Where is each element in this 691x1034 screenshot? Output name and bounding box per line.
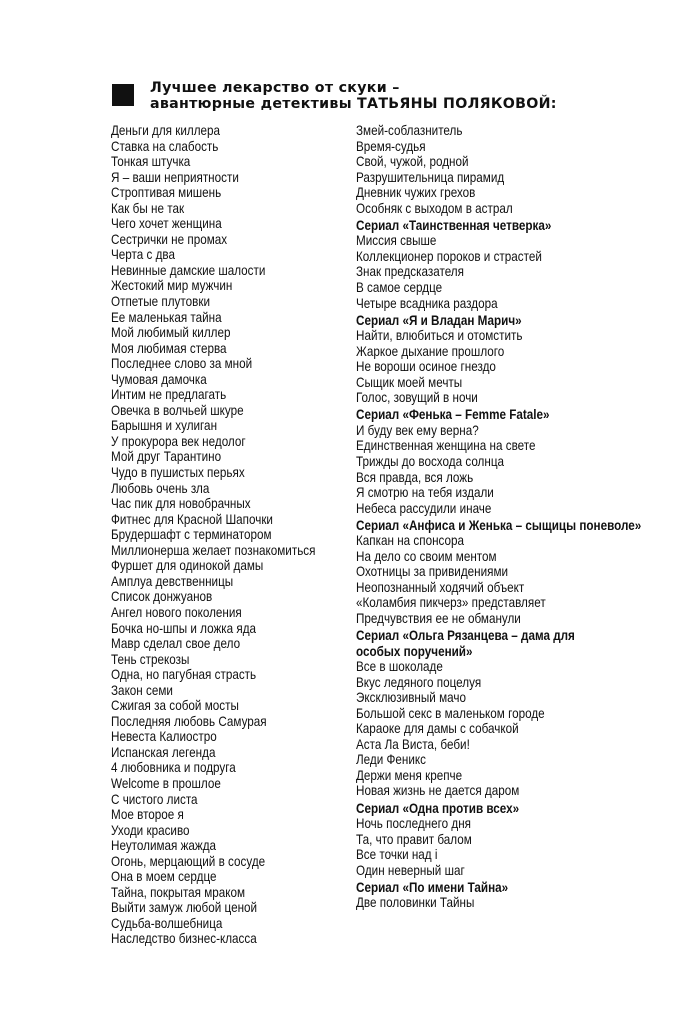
book-title: Большой секс в маленьком городе xyxy=(356,705,545,721)
book-title: Интим не предлагать xyxy=(111,387,227,403)
book-title: Ангел нового поколения xyxy=(111,604,242,620)
book-title: 4 любовника и подруга xyxy=(111,760,236,776)
book-title: Небеса рассудили иначе xyxy=(356,500,492,516)
series-heading: Сериал «Одна против всех» xyxy=(356,800,520,816)
series-heading: Сериал «Таинственная четверка» xyxy=(356,217,552,233)
book-title: Новая жизнь не дается даром xyxy=(356,783,520,799)
book-title: Отпетые плутовки xyxy=(111,294,210,310)
right-title-column xyxy=(356,123,666,911)
book-title: Аста Ла Виста, беби! xyxy=(356,736,470,752)
book-title: Миссия свыше xyxy=(356,233,437,249)
book-title: Вкус ледяного поцелуя xyxy=(356,674,482,690)
book-title: Один неверный шаг xyxy=(356,862,465,878)
book-title: Тайна, покрытая мраком xyxy=(111,884,246,900)
book-title: Чего хочет женщина xyxy=(111,216,222,232)
book-title: Ставка на слабость xyxy=(111,138,219,154)
book-title: Деньги для киллера xyxy=(111,123,221,138)
book-title: Она в моем сердце xyxy=(111,869,217,885)
book-title: Welcome в прошлое xyxy=(111,775,221,791)
book-title: Четыре всадника раздора xyxy=(356,295,498,311)
book-title: Единственная женщина на свете xyxy=(356,438,536,454)
book-title: Выйти замуж любой ценой xyxy=(111,900,258,916)
book-title: Мое второе я xyxy=(111,807,184,823)
book-title: Строптивая мишень xyxy=(111,185,222,201)
book-title: Невеста Калиостро xyxy=(111,729,217,745)
book-title: Мавр сделал свое дело xyxy=(111,636,241,652)
series-heading: Сериал «Анфиса и Женька – сыщицы поневоле» xyxy=(356,517,642,533)
series-heading: Сериал «Я и Владан Марич» xyxy=(356,312,522,328)
book-title: Особняк с выходом в астрал xyxy=(356,200,513,216)
book-title: Мой любимый киллер xyxy=(111,325,231,341)
book-title: Трижды до восхода солнца xyxy=(356,453,505,469)
book-title: Невинные дамские шалости xyxy=(111,262,266,278)
book-title: Время-судья xyxy=(356,138,426,154)
book-title: Любовь очень зла xyxy=(111,480,210,496)
book-title: Змей-соблазнитель xyxy=(356,123,463,138)
series-heading: Сериал «Фенька – Femme Fatale» xyxy=(356,407,550,423)
book-title: Я – ваши неприятности xyxy=(111,169,239,185)
heading-line-2: авантюрные детективы ТАТЬЯНЫ ПОЛЯКОВОЙ: xyxy=(150,96,557,112)
book-title: Судьба-волшебница xyxy=(111,915,223,931)
book-title: Чумовая дамочка xyxy=(111,371,207,387)
book-title: Найти, влюбиться и отомстить xyxy=(356,328,523,344)
book-title: Последняя любовь Самурая xyxy=(111,713,267,729)
book-title: Ночь последнего дня xyxy=(356,816,472,832)
book-title: Две половинки Тайны xyxy=(356,895,475,911)
book-title: Неутолимая жажда xyxy=(111,838,217,854)
book-title: Час пик для новобрачных xyxy=(111,496,251,512)
book-title: Тонкая штучка xyxy=(111,154,191,170)
book-title: Уходи красиво xyxy=(111,822,190,838)
book-title: Сестрички не промах xyxy=(111,231,228,247)
book-title: Закон семи xyxy=(111,682,173,698)
book-title: Фуршет для одинокой дамы xyxy=(111,558,264,574)
book-title: Моя любимая стерва xyxy=(111,340,227,356)
book-title: Голос, зовущий в ночи xyxy=(356,390,478,406)
book-title: Черта с два xyxy=(111,247,176,263)
book-title: Овечка в волчьей шкуре xyxy=(111,402,244,418)
book-title: Я смотрю на тебя издали xyxy=(356,485,494,501)
book-title: Эксклюзивный мачо xyxy=(356,690,466,706)
book-title: Огонь, мерцающий в сосуде xyxy=(111,853,266,869)
book-title: Предчувствия ее не обманули xyxy=(356,610,521,626)
book-title: Как бы не так xyxy=(111,200,185,216)
book-title: Свой, чужой, родной xyxy=(356,154,469,170)
book-title: Жаркое дыхание прошлого xyxy=(356,343,505,359)
book-title: Сжигая за собой мосты xyxy=(111,698,239,714)
book-title: Чудо в пушистых перьях xyxy=(111,465,245,481)
book-title: Неопознанный ходячий объект xyxy=(356,579,525,595)
book-title: Фитнес для Красной Шапочки xyxy=(111,511,273,527)
book-title: Разрушительница пирамид xyxy=(356,169,505,185)
book-title: Одна, но пагубная страсть xyxy=(111,667,257,683)
book-title: Все точки над i xyxy=(356,847,438,863)
heading-square-bullet xyxy=(112,84,134,106)
book-title: Охотницы за привидениями xyxy=(356,564,509,580)
book-title: Дневник чужих грехов xyxy=(356,185,476,201)
book-title: Мой друг Тарантино xyxy=(111,449,222,465)
series-heading: Сериал «Ольга Рязанцева – дама для особых поручений» xyxy=(356,628,575,659)
book-title: Леди Феникс xyxy=(356,752,426,768)
page-heading xyxy=(150,80,670,112)
series-heading: Сериал «По имени Тайна» xyxy=(356,879,509,895)
book-title: Жестокий мир мужчин xyxy=(111,278,233,294)
book-title: Коллекционер пороков и страстей xyxy=(356,248,542,264)
book-title: Сыщик моей мечты xyxy=(356,374,463,390)
book-title: Не вороши осиное гнездо xyxy=(356,359,496,375)
book-title: Та, что правит балом xyxy=(356,831,472,847)
book-title: И буду век ему верна? xyxy=(356,422,479,438)
book-title: С чистого листа xyxy=(111,791,198,807)
heading-line-1: Лучшее лекарство от скуки – xyxy=(150,80,400,96)
book-title: Ее маленькая тайна xyxy=(111,309,222,325)
book-title: Наследство бизнес-класса xyxy=(111,931,257,947)
book-title: Тень стрекозы xyxy=(111,651,190,667)
book-title: Бочка но-шпы и ложка яда xyxy=(111,620,257,636)
book-title: «Коламбия пикчерз» представляет xyxy=(356,595,546,611)
book-title: Караоке для дамы с собачкой xyxy=(356,721,519,737)
book-title: Список донжуанов xyxy=(111,589,213,605)
book-title: Брудершафт с терминатором xyxy=(111,527,272,543)
book-title: В самое сердце xyxy=(356,279,443,295)
book-title: Амплуа девственницы xyxy=(111,573,234,589)
book-title: Вся правда, вся ложь xyxy=(356,469,474,485)
book-title: Миллионерша желает познакомиться xyxy=(111,542,316,558)
book-title: У прокурора век недолог xyxy=(111,433,246,449)
book-title: На дело со своим ментом xyxy=(356,548,497,564)
book-title: Испанская легенда xyxy=(111,744,216,760)
book-title: Знак предсказателя xyxy=(356,264,464,280)
book-title: Держи меня крепче xyxy=(356,767,463,783)
book-title: Последнее слово за мной xyxy=(111,356,253,372)
book-title: Все в шоколаде xyxy=(356,659,443,675)
book-title: Капкан на спонсора xyxy=(356,533,465,549)
book-title: Барышня и хулиган xyxy=(111,418,218,434)
left-title-column xyxy=(111,123,369,947)
